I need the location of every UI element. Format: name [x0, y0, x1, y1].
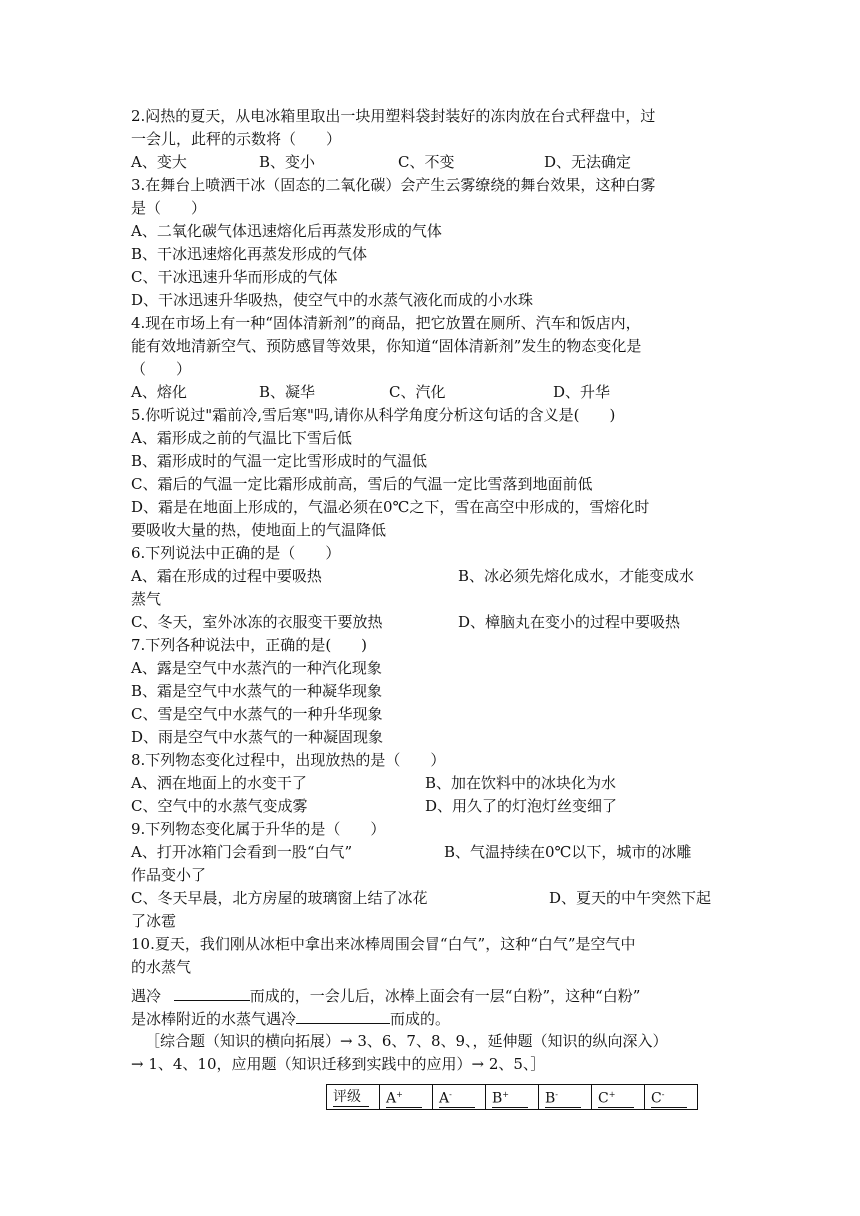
q10-stem-line3 [131, 984, 741, 1007]
q10-text-before-blank2: 是冰棒附近的水蒸气遇冷 [131, 1010, 297, 1028]
q2-options [131, 151, 741, 174]
grade-c-minus[interactable]: C- [645, 1085, 698, 1110]
q4-stem-line3: （ ） [131, 360, 192, 378]
q7-option-c: C、雪是空气中水蒸气的一种升华现象 [131, 705, 383, 723]
q8-stem: 8.下列物态变化过程中，出现放热的是（ ） [131, 751, 446, 769]
q4-option-a: A、熔化 [131, 383, 187, 401]
q4-options [131, 381, 741, 404]
q9-options-row1 [131, 841, 741, 864]
q6-option-c: C、冬天，室外冰冻的衣服变干要放热 [131, 613, 383, 631]
q3-option-a: A、二氧化碳气体迅速熔化后再蒸发形成的气体 [131, 222, 442, 240]
q8-options-row1 [131, 772, 741, 795]
q2-option-b: B、变小 [259, 153, 316, 171]
q4-stem-line1: 4.现在市场上有一种“固体清新剂”的商品，把它放置在厕所、汽车和饭店内， [131, 314, 641, 332]
q2-stem-line2: 一会儿，此秤的示数将（ ） [131, 130, 342, 148]
q9-option-b-line1: B、气温持续在0℃以下，城市的冰雕 [444, 843, 692, 861]
q9-option-d-line2: 了冰雹 [131, 912, 177, 930]
grade-a-minus[interactable]: A- [433, 1085, 486, 1110]
q5-stem: 5.你听说过"霜前冷,雪后寒"吗,请你从科学角度分析这句话的含义是( ) [131, 406, 616, 424]
q8-option-d: D、用久了的灯泡灯丝变细了 [425, 797, 618, 815]
q10-stem-line1: 10.夏天，我们刚从冰柜中拿出来冰棒周围会冒“白气”，这种“白气”是空气中 [131, 935, 636, 953]
q2-stem-line1: 2.闷热的夏天，从电冰箱里取出一块用塑料袋封装好的冻肉放在台式秤盘中，过 [131, 107, 656, 125]
summary-line1: ［综合题（知识的横向拓展）→ 3、6、7、8、9、，延伸题（知识的纵向深入） [145, 1032, 668, 1050]
grade-c-plus[interactable]: C+ [592, 1085, 645, 1110]
q9-option-b-line2: 作品变小了 [131, 866, 207, 884]
q3-option-b: B、干冰迅速熔化再蒸发形成的气体 [131, 245, 368, 263]
q9-stem: 9.下列物态变化属于升华的是（ ） [131, 820, 386, 838]
q2-stem [131, 105, 741, 128]
q8-option-c: C、空气中的水蒸气变成雾 [131, 797, 308, 815]
q9-option-c: C、冬天早晨，北方房屋的玻璃窗上结了冰花 [131, 889, 428, 907]
q10-stem-line2: 的水蒸气 [131, 958, 192, 976]
q7-option-b: B、霜是空气中水蒸气的一种凝华现象 [131, 682, 383, 700]
q3-option-d: D、干冰迅速升华吸热，使空气中的水蒸气液化而成的小水珠 [131, 291, 534, 309]
q5-option-c: C、霜后的气温一定比霜形成前高，雪后的气温一定比雪落到地面前低 [131, 475, 593, 493]
q10-answer-blank-2[interactable] [296, 1007, 390, 1024]
q4-option-d: D、升华 [553, 383, 611, 401]
q3-option-c: C、干冰迅速升华而形成的气体 [131, 268, 338, 286]
q8-option-a: A、洒在地面上的水变干了 [131, 774, 307, 792]
q10-text-before-blank1: 遇冷 [131, 987, 162, 1005]
q6-option-a: A、霜在形成的过程中要吸热 [131, 567, 322, 585]
grading-table [326, 1084, 698, 1110]
q8-options-row2 [131, 795, 741, 818]
q8-option-b: B、加在饮料中的冰块化为水 [425, 774, 617, 792]
q10-text-after-blank1: 而成的，一会儿后，冰棒上面会有一层“白粉”，这种“白粉” [249, 987, 641, 1005]
q3-stem-line1: 3.在舞台上喷洒干冰（固态的二氧化碳）会产生云雾缭绕的舞台效果，这种白雾 [131, 176, 656, 194]
grade-a-plus[interactable]: A+ [380, 1085, 433, 1110]
q7-stem: 7.下列各种说法中，正确的是( ) [131, 636, 368, 654]
q10-text-after-blank2: 而成的。 [390, 1010, 451, 1028]
q9-option-d-line1: D、夏天的中午突然下起 [549, 889, 712, 907]
q6-stem: 6.下列说法中正确的是（ ） [131, 544, 341, 562]
q2-option-c: C、不变 [398, 153, 455, 171]
grade-b-plus[interactable]: B+ [486, 1085, 539, 1110]
q5-option-d-line2: 要吸收大量的热，使地面上的气温降低 [131, 521, 387, 539]
q10-answer-blank-1[interactable] [174, 984, 250, 1001]
q4-option-c: C、汽化 [389, 383, 446, 401]
grade-b-minus[interactable]: B- [539, 1085, 592, 1110]
q4-stem-line2: 能有效地清新空气、预防感冒等效果，你知道“固体清新剂”发生的物态变化是 [131, 337, 642, 355]
q4-option-b: B、凝华 [259, 383, 316, 401]
q7-option-a: A、露是空气中水蒸汽的一种汽化现象 [131, 659, 382, 677]
grading-label: 评级 [327, 1085, 380, 1110]
q6-option-b-line2: 蒸气 [131, 590, 162, 608]
q5-option-d-line1: D、霜是在地面上形成的，气温必须在0℃之下，雪在高空中形成的，雪熔化时 [131, 498, 650, 516]
q9-options-row2 [131, 887, 741, 910]
q2-option-d: D、无法确定 [544, 153, 632, 171]
q7-option-d: D、雨是空气中水蒸气的一种凝固现象 [131, 728, 384, 746]
q6-option-d: D、樟脑丸在变小的过程中要吸热 [458, 613, 681, 631]
q5-option-a: A、霜形成之前的气温比下雪后低 [131, 429, 352, 447]
q2-option-a: A、变大 [131, 153, 187, 171]
summary-line2: → 1、4、10，应用题（知识迁移到实践中的应用）→ 2、5、］ [131, 1055, 546, 1073]
q9-option-a: A、打开冰箱门会看到一股“白气” [131, 843, 353, 861]
q3-stem-line2: 是（ ） [131, 199, 207, 217]
q5-option-b: B、霜形成时的气温一定比雪形成时的气温低 [131, 452, 428, 470]
q6-options-row2 [131, 611, 741, 634]
q6-option-b-line1: B、冰必须先熔化成水，才能变成水 [458, 567, 695, 585]
q6-options-row1 [131, 565, 741, 588]
q10-stem-line4 [131, 1007, 741, 1030]
